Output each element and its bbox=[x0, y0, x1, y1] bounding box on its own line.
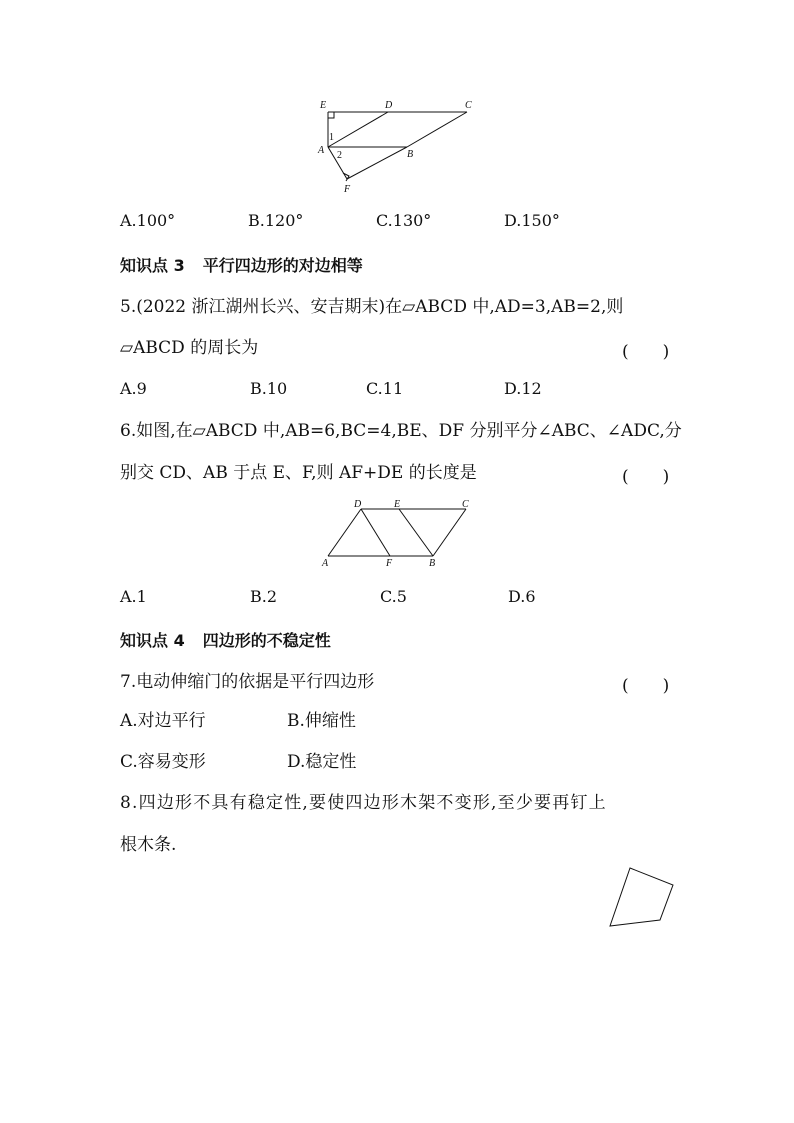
q6-text-line-1: 6.如图,在▱ABCD 中,AB=6,BC=4,BE、DF 分别平分∠ABC、∠ADC,分 bbox=[120, 421, 682, 441]
label-E: E bbox=[320, 100, 327, 111]
figure-2-diagram bbox=[318, 496, 478, 570]
q5-option-d[interactable]: D.12 bbox=[504, 379, 542, 398]
q5-text-line-2: ▱ABCD 的周长为 bbox=[120, 338, 259, 358]
q6-option-c[interactable]: C.5 bbox=[380, 587, 407, 606]
label-angle-1: 1 bbox=[329, 132, 334, 143]
figure-1-diagram bbox=[310, 95, 480, 195]
q4-option-c[interactable]: C.130° bbox=[376, 211, 432, 230]
q7-option-b[interactable]: B.伸缩性 bbox=[287, 711, 356, 731]
q8-text-line-2: 根木条. bbox=[120, 835, 177, 855]
q6-option-d[interactable]: D.6 bbox=[508, 587, 536, 606]
label-B: B bbox=[429, 558, 436, 569]
label-D: D bbox=[354, 499, 362, 510]
label-A: A bbox=[322, 558, 329, 569]
section-3-heading bbox=[120, 253, 363, 276]
q6-answer-blank[interactable]: ( ) bbox=[622, 467, 670, 487]
q6-option-a[interactable]: A.1 bbox=[120, 587, 147, 606]
q4-option-b[interactable]: B.120° bbox=[248, 211, 304, 230]
section-4-heading bbox=[120, 628, 331, 651]
label-angle-2: 2 bbox=[337, 150, 342, 161]
q6-option-b[interactable]: B.2 bbox=[250, 587, 278, 606]
q7-text: 7.电动伸缩门的依据是平行四边形 bbox=[120, 672, 375, 692]
q4-option-d[interactable]: D.150° bbox=[504, 211, 560, 230]
q7-option-a[interactable]: A.对边平行 bbox=[120, 711, 206, 731]
section-4-label: 知识点 4 bbox=[120, 631, 185, 650]
label-C: C bbox=[465, 100, 472, 111]
section-3-title: 平行四边形的对边相等 bbox=[202, 256, 363, 275]
q5-option-b[interactable]: B.10 bbox=[250, 379, 288, 398]
quadrilateral-figure bbox=[600, 858, 680, 933]
label-F: F bbox=[344, 184, 351, 195]
q5-option-c[interactable]: C.11 bbox=[366, 379, 404, 398]
label-A: A bbox=[318, 145, 325, 156]
label-F: F bbox=[386, 558, 393, 569]
label-B: B bbox=[407, 149, 414, 160]
section-4-title: 四边形的不稳定性 bbox=[202, 631, 331, 650]
q5-text-line-1: 5.(2022 浙江湖州长兴、安吉期末)在▱ABCD 中,AD=3,AB=2,则 bbox=[120, 297, 624, 317]
q7-option-c[interactable]: C.容易变形 bbox=[120, 752, 206, 772]
q5-answer-blank[interactable]: ( ) bbox=[622, 342, 670, 362]
q7-answer-blank[interactable]: ( ) bbox=[622, 676, 670, 696]
section-3-label: 知识点 3 bbox=[120, 256, 185, 275]
q6-text-line-2: 别交 CD、AB 于点 E、F,则 AF+DE 的长度是 bbox=[120, 463, 477, 483]
label-C: C bbox=[462, 499, 469, 510]
q4-option-a[interactable]: A.100° bbox=[120, 211, 176, 230]
q7-option-d[interactable]: D.稳定性 bbox=[287, 752, 357, 772]
label-D: D bbox=[385, 100, 393, 111]
q8-text-line-1: 8.四边形不具有稳定性,要使四边形木架不变形,至少要再钉上 bbox=[120, 793, 607, 813]
q5-option-a[interactable]: A.9 bbox=[120, 379, 147, 398]
label-E: E bbox=[394, 499, 401, 510]
